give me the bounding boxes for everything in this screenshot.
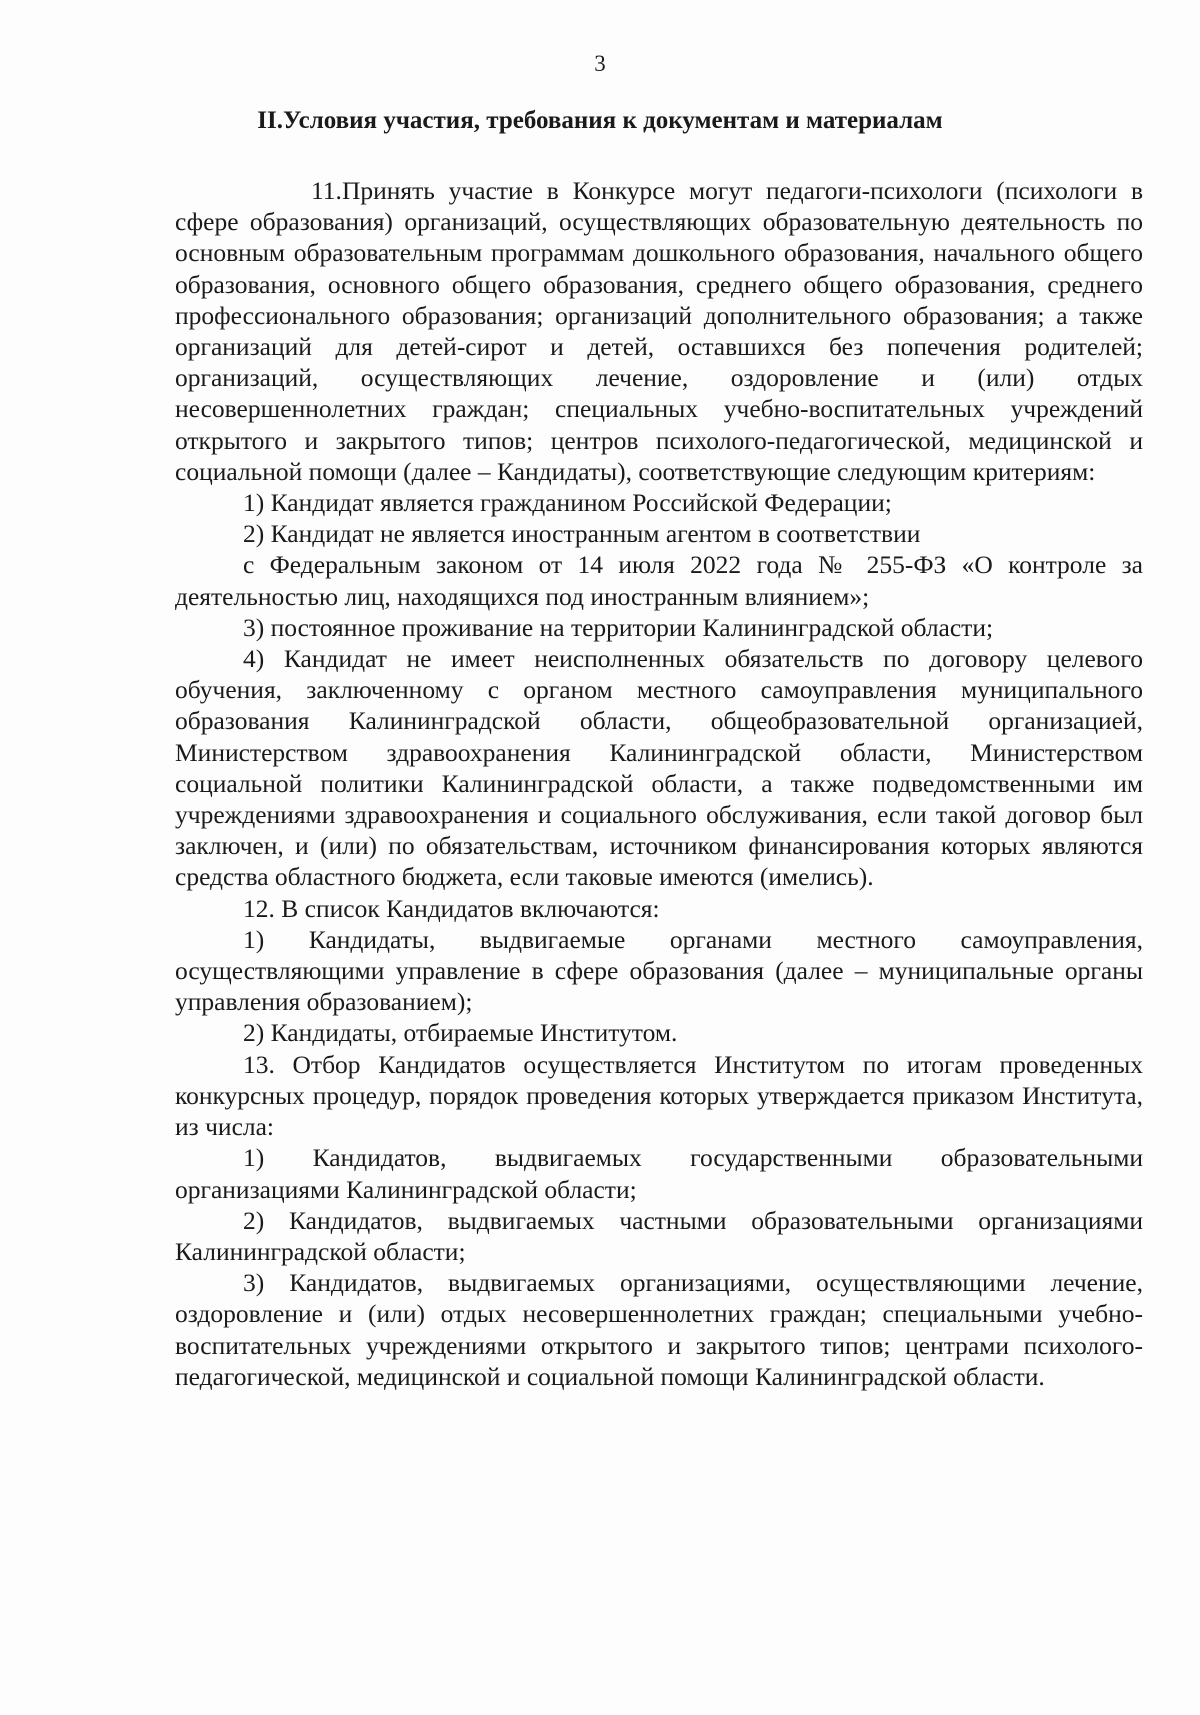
- paragraph-13-item-1: 1) Кандидатов, выдвигаемых государственными образовательными организациями Калининградской области;: [175, 1143, 1143, 1204]
- paragraph-13-item-2: 2) Кандидатов, выдвигаемых частными образовательными организациями Калининградской области;: [175, 1205, 1143, 1266]
- page-number: 3: [594, 51, 606, 76]
- criterion-3: 3) постоянное проживание на территории Калининградской области;: [243, 612, 994, 642]
- criterion-4: 4) Кандидат не имеет неисполненных обязательств по договору целевого обучения, заключенному с органом местного самоуправления муниципального образования Калининградской области, общеобразовательной организацией, Министерством здравоохранения Калининградской области, Министерством социальной политики Калининградской области, а также подведомственными им учреждениями здравоохранения и социального обслуживания, если такой договор был заключен, и (или) по обязательствам, источником финансирования которых являются средства областного бюджета, если таковые имеются (имелись).: [175, 644, 1143, 892]
- paragraph-number: 11.: [311, 176, 342, 205]
- criterion-2: 2) Кандидат не является иностранным агентом в соответствии: [243, 519, 921, 549]
- paragraph-11: [175, 175, 1143, 487]
- paragraph-text: Принять участие в Конкурсе могут педагоги-психологи (психологи в сфере образования) организаций, осуществляющих образовательную деятельность по основным образовательным программам дошкольного образования, начального общего образования, основного общего образования, среднего общего образования, среднего профессионального образования; организаций дополнительного образования; а также организаций для детей-сирот и детей, оставшихся без попечения родителей; организаций, осуществляющих лечение, оздоровление и (или) отдых несовершеннолетних граждан; специальных учебно-воспитательных учреждений открытого и закрытого типов; центров психолого-педагогической, медицинской и социальной помощи (далее – Кандидаты), соответствующие следующим критериям:: [175, 176, 1143, 486]
- paragraph-12: 12. В список Кандидатов включаются:: [243, 893, 660, 923]
- paragraph-13: 13. Отбор Кандидатов осуществляется Институтом по итогам проведенных конкурсных процедур, порядок проведения которых утверждается приказом Института, из числа:: [175, 1049, 1143, 1142]
- paragraph-12-item-2: 2) Кандидаты, отбираемые Институтом.: [243, 1018, 678, 1048]
- criterion-2-continuation: с Федеральным законом от 14 июля 2022 года № 255-ФЗ «О контроле за деятельностью лиц, находящихся под иностранным влиянием»;: [175, 550, 1143, 611]
- criterion-1: 1) Кандидат является гражданином Российской Федерации;: [243, 488, 892, 518]
- paragraph-12-item-1: 1) Кандидаты, выдвигаемые органами местного самоуправления, осуществляющими управление в сфере образования (далее – муниципальные органы управления образованием);: [175, 924, 1143, 1017]
- paragraph-13-item-3: 3) Кандидатов, выдвигаемых организациями, осуществляющими лечение, оздоровление и (или) отдых несовершеннолетних граждан; специальными учебно-воспитательных учреждениями открытого и закрытого типов; центрами психолого-педагогической, медицинской и социальной помощи Калининградской области.: [175, 1268, 1143, 1391]
- document-body: [175, 175, 1143, 1392]
- section-title: II.Условия участия, требования к документам и материалам: [257, 107, 943, 134]
